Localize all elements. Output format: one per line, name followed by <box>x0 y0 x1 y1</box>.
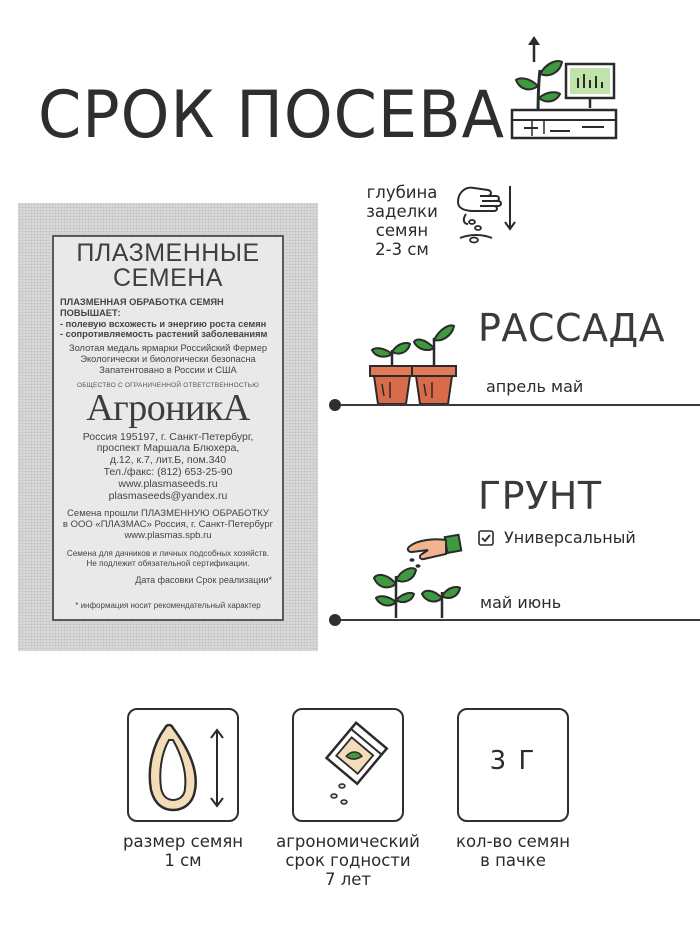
ground-timeline-line <box>335 619 700 621</box>
packet-company-type: ОБЩЕСТВО С ОГРАНИЧЕННОЙ ОТВЕТСТВЕННОСТЬЮ <box>77 381 259 389</box>
seed-size-value: 1 см <box>164 851 202 870</box>
packet-certification <box>60 549 276 568</box>
seed-packet-image <box>18 203 318 651</box>
packet-address <box>60 432 276 503</box>
hand-planting-icon <box>372 532 468 622</box>
packet-cert-line: Не подлежит обязательной сертификации. <box>86 558 250 568</box>
sowing-depth-line: заделки <box>366 202 438 221</box>
packet-company-logo: АгроникА <box>86 386 250 429</box>
shelf-life-label <box>263 832 433 889</box>
packet-address-line: д.12, к.7, лит.Б, пом.340 <box>109 454 227 467</box>
soil-type: Универсальный <box>504 528 636 547</box>
ground-timeline-dot <box>329 614 341 626</box>
sowing-depth-line: семян <box>375 221 429 240</box>
packet-website: www.plasmaseeds.ru <box>118 477 218 490</box>
packet-award-line: Экологически и биологически безопасна <box>80 353 256 364</box>
packet-benefit-item: - полевую всхожесть и энергию роста семян <box>60 318 267 329</box>
packet-awards <box>60 343 276 375</box>
shelf-life-value: 7 лет <box>324 870 372 889</box>
ground-title: ГРУНТ <box>478 474 602 518</box>
shelf-life-card <box>292 708 404 822</box>
packet-benefits-title: ПЛАЗМЕННАЯ ОБРАБОТКА СЕМЯН ПОВЫШАЕТ: <box>60 297 224 318</box>
sowing-depth-value: 2-3 см <box>375 240 429 259</box>
packet-processing-site: www.plasmas.spb.ru <box>124 530 212 542</box>
sowing-depth-text <box>356 183 448 259</box>
hand-sowing-depth-icon <box>452 180 518 246</box>
seedlings-timeline-dot <box>329 399 341 411</box>
seed-count-caption: в пачке <box>480 851 546 870</box>
packet-brand-line1: ПЛАЗМЕННЫЕ <box>76 239 260 267</box>
packet-phone: Тел./факс: (812) 653-25-90 <box>103 465 233 478</box>
seed-size-icon <box>129 710 241 824</box>
packet-date-line: Дата фасовки Срок реализации* <box>135 574 272 585</box>
packet-address-line: Россия 195197, г. Санкт-Петербург, <box>82 430 254 443</box>
packet-award-line: Запатентовано в России и США <box>99 364 237 375</box>
seedling-pots-icon <box>366 318 462 408</box>
seed-count-card <box>457 708 569 822</box>
seedlings-months: апрель май <box>486 377 584 396</box>
packet-cert-line: Семена для дачников и личных подсобных хозяйств. <box>66 549 270 559</box>
seedlings-timeline-line <box>335 404 700 406</box>
packet-processing <box>60 508 276 541</box>
seed-packet-label <box>52 235 284 621</box>
packet-email: plasmaseeds@yandex.ru <box>108 489 228 502</box>
packet-award-line: Золотая медаль ярмарки Российский Фермер <box>68 343 268 354</box>
packet-note: * информация носит рекомендательный характер <box>75 600 261 610</box>
seed-weight-value: 3 Г <box>489 746 537 776</box>
seedling-growth-chart-icon <box>510 36 622 142</box>
seed-count-caption: кол-во семян <box>455 832 570 851</box>
shelf-life-caption: агрономический <box>276 832 420 851</box>
seed-size-caption: размер семян <box>122 832 244 851</box>
packet-processing-line: Семена прошли ПЛАЗМЕННУЮ ОБРАБОТКУ <box>67 508 269 520</box>
packet-benefit-item: - сопротивляемость растений заболеваниям <box>60 329 268 340</box>
seed-bag-icon <box>294 710 406 824</box>
seed-size-card <box>127 708 239 822</box>
seedlings-title: РАССАДА <box>478 306 666 350</box>
sowing-depth-line: глубина <box>366 183 438 202</box>
page-title: СРОК ПОСЕВА <box>38 76 506 153</box>
packet-processing-line: в ООО «ПЛАЗМАС» Россия, г. Санкт-Петербург <box>62 519 274 531</box>
shelf-life-caption: срок годности <box>285 851 411 870</box>
seed-size-label <box>98 832 268 870</box>
packet-benefits <box>60 297 276 340</box>
packet-brand-line2: СЕМЕНА <box>113 264 223 292</box>
seed-count-label <box>428 832 598 870</box>
check-icon <box>478 530 494 546</box>
packet-address-line: проспект Маршала Блюхера, <box>96 442 240 455</box>
ground-months: май июнь <box>480 593 562 612</box>
